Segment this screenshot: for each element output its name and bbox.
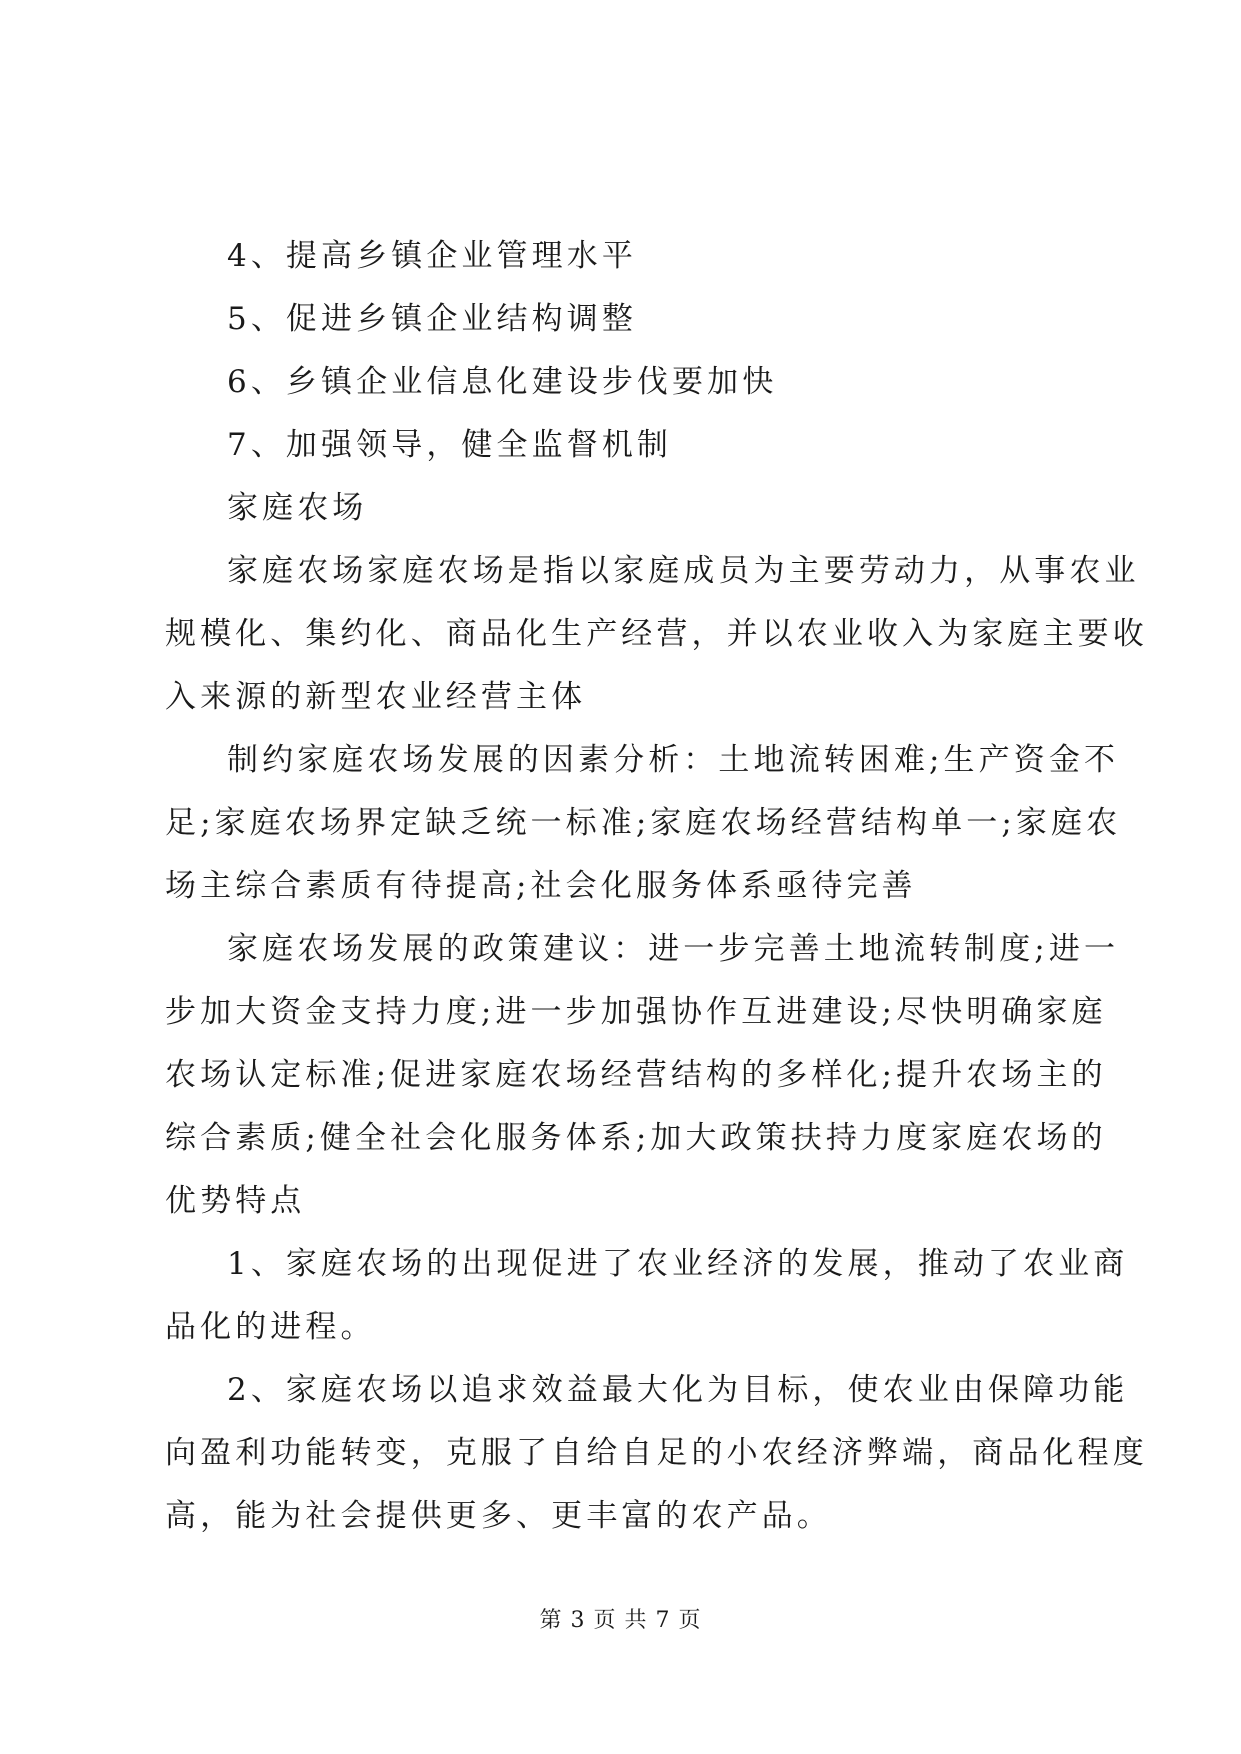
advantage-item-2-line: 高，能为社会提供更多、更丰富的农产品。 xyxy=(165,1498,832,1534)
document-body xyxy=(165,225,1148,1548)
paragraph-policy-line: 家庭农场发展的政策建议：进一步完善土地流转制度;进一 xyxy=(227,931,1120,967)
advantage-item-1-line: 品化的进程。 xyxy=(165,1309,376,1345)
list-item-6: 6、乡镇企业信息化建设步伐要加快 xyxy=(227,364,778,400)
paragraph-policy-line: 步加大资金支持力度;进一步加强协作互进建设;尽快明确家庭 xyxy=(165,994,1107,1030)
page-number-footer: 第 3 页 共 7 页 xyxy=(539,1608,702,1633)
paragraph-policy-line: 综合素质;健全社会化服务体系;加大政策扶持力度家庭农场的 xyxy=(165,1120,1107,1156)
list-item-4: 4、提高乡镇企业管理水平 xyxy=(227,238,637,274)
section-heading: 家庭农场 xyxy=(227,490,368,526)
advantage-item-2-line: 2、家庭农场以追求效益最大化为目标，使农业由保障功能 xyxy=(227,1372,1129,1408)
paragraph-definition-line: 家庭农场家庭农场是指以家庭成员为主要劳动力，从事农业 xyxy=(227,553,1140,589)
advantage-item-2-line: 向盈利功能转变，克服了自给自足的小农经济弊端，商品化程度 xyxy=(165,1435,1148,1471)
paragraph-factors-line: 足;家庭农场界定缺乏统一标准;家庭农场经营结构单一;家庭农 xyxy=(165,805,1122,841)
list-item-7: 7、加强领导，健全监督机制 xyxy=(227,427,673,463)
paragraph-factors-line: 制约家庭农场发展的因素分析：土地流转困难;生产资金不 xyxy=(227,742,1120,778)
paragraph-policy-line: 农场认定标准;促进家庭农场经营结构的多样化;提升农场主的 xyxy=(165,1057,1107,1093)
paragraph-policy-line: 优势特点 xyxy=(165,1183,306,1219)
advantage-item-1-line: 1、家庭农场的出现促进了农业经济的发展，推动了农业商 xyxy=(227,1246,1129,1282)
paragraph-definition-line: 入来源的新型农业经营主体 xyxy=(165,679,587,715)
paragraph-definition-line: 规模化、集约化、商品化生产经营，并以农业收入为家庭主要收 xyxy=(165,616,1148,652)
paragraph-factors-line: 场主综合素质有待提高;社会化服务体系亟待完善 xyxy=(165,868,917,904)
list-item-5: 5、促进乡镇企业结构调整 xyxy=(227,301,637,337)
